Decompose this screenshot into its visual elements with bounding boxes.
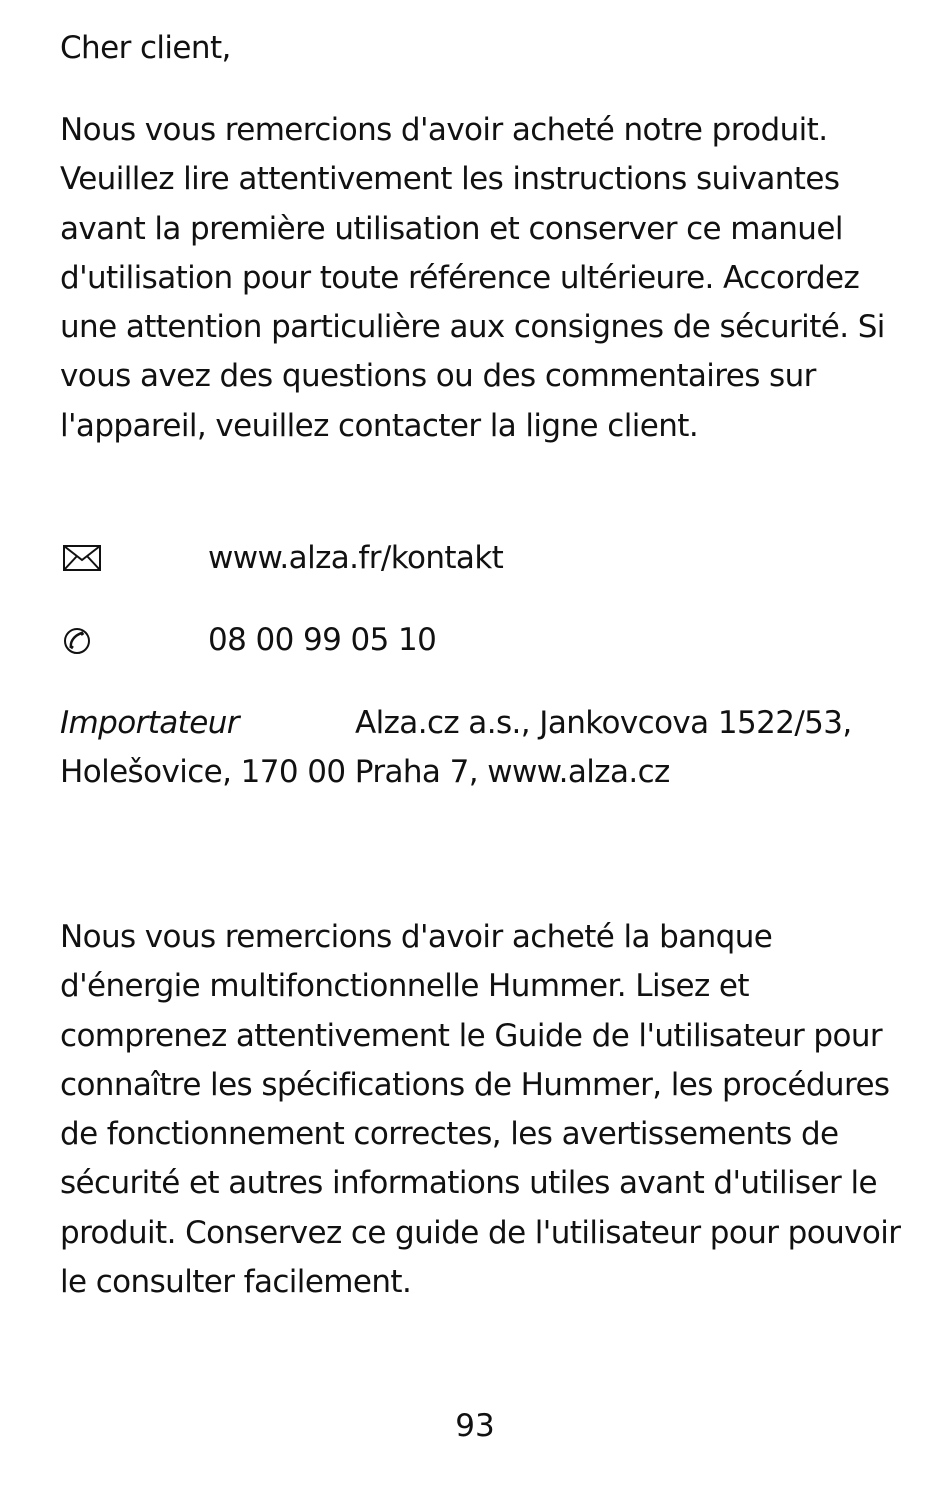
importer-label: Importateur [60,705,239,741]
importer-block [60,699,920,798]
phone-icon [62,624,102,656]
page-number: 93 [455,1408,495,1444]
document-page [60,0,920,1508]
intro-paragraph: Nous vous remercions d'avoir acheté notre produit. Veuillez lire attentivement les instructions suivantes avant la première utilisation et conserver ce manuel d'utilisation pour toute référence ultérieure. Accordez une attention particulière aux consignes de sécurité. Si vous avez des questions ou des commentaires sur l'appareil, veuillez contacter la ligne client. [60,112,885,444]
contact-email-link: www.alza.fr/kontakt [208,540,504,576]
greeting: Cher client, [60,30,231,66]
contact-phone-row [60,620,920,660]
importer-address: Alza.cz a.s., Jankovcova 1522/53, Holešovice, 170 00 Praha 7, www.alza.cz [60,705,852,791]
product-intro-paragraph: Nous vous remercions d'avoir acheté la banque d'énergie multifonctionnelle Hummer. Lisez et comprenez attentivement le Guide de l'utilisateur pour connaître les spécifications de Hummer, les procédures de fonctionnement correctes, les avertissements de sécurité et autres informations utiles avant d'utiliser le produit. Conservez ce guide de l'utilisateur pour pouvoir le consulter facilement. [60,919,901,1301]
envelope-icon [62,542,102,574]
contact-phone-number: 08 00 99 05 10 [208,622,437,658]
contact-email-row [60,538,920,578]
